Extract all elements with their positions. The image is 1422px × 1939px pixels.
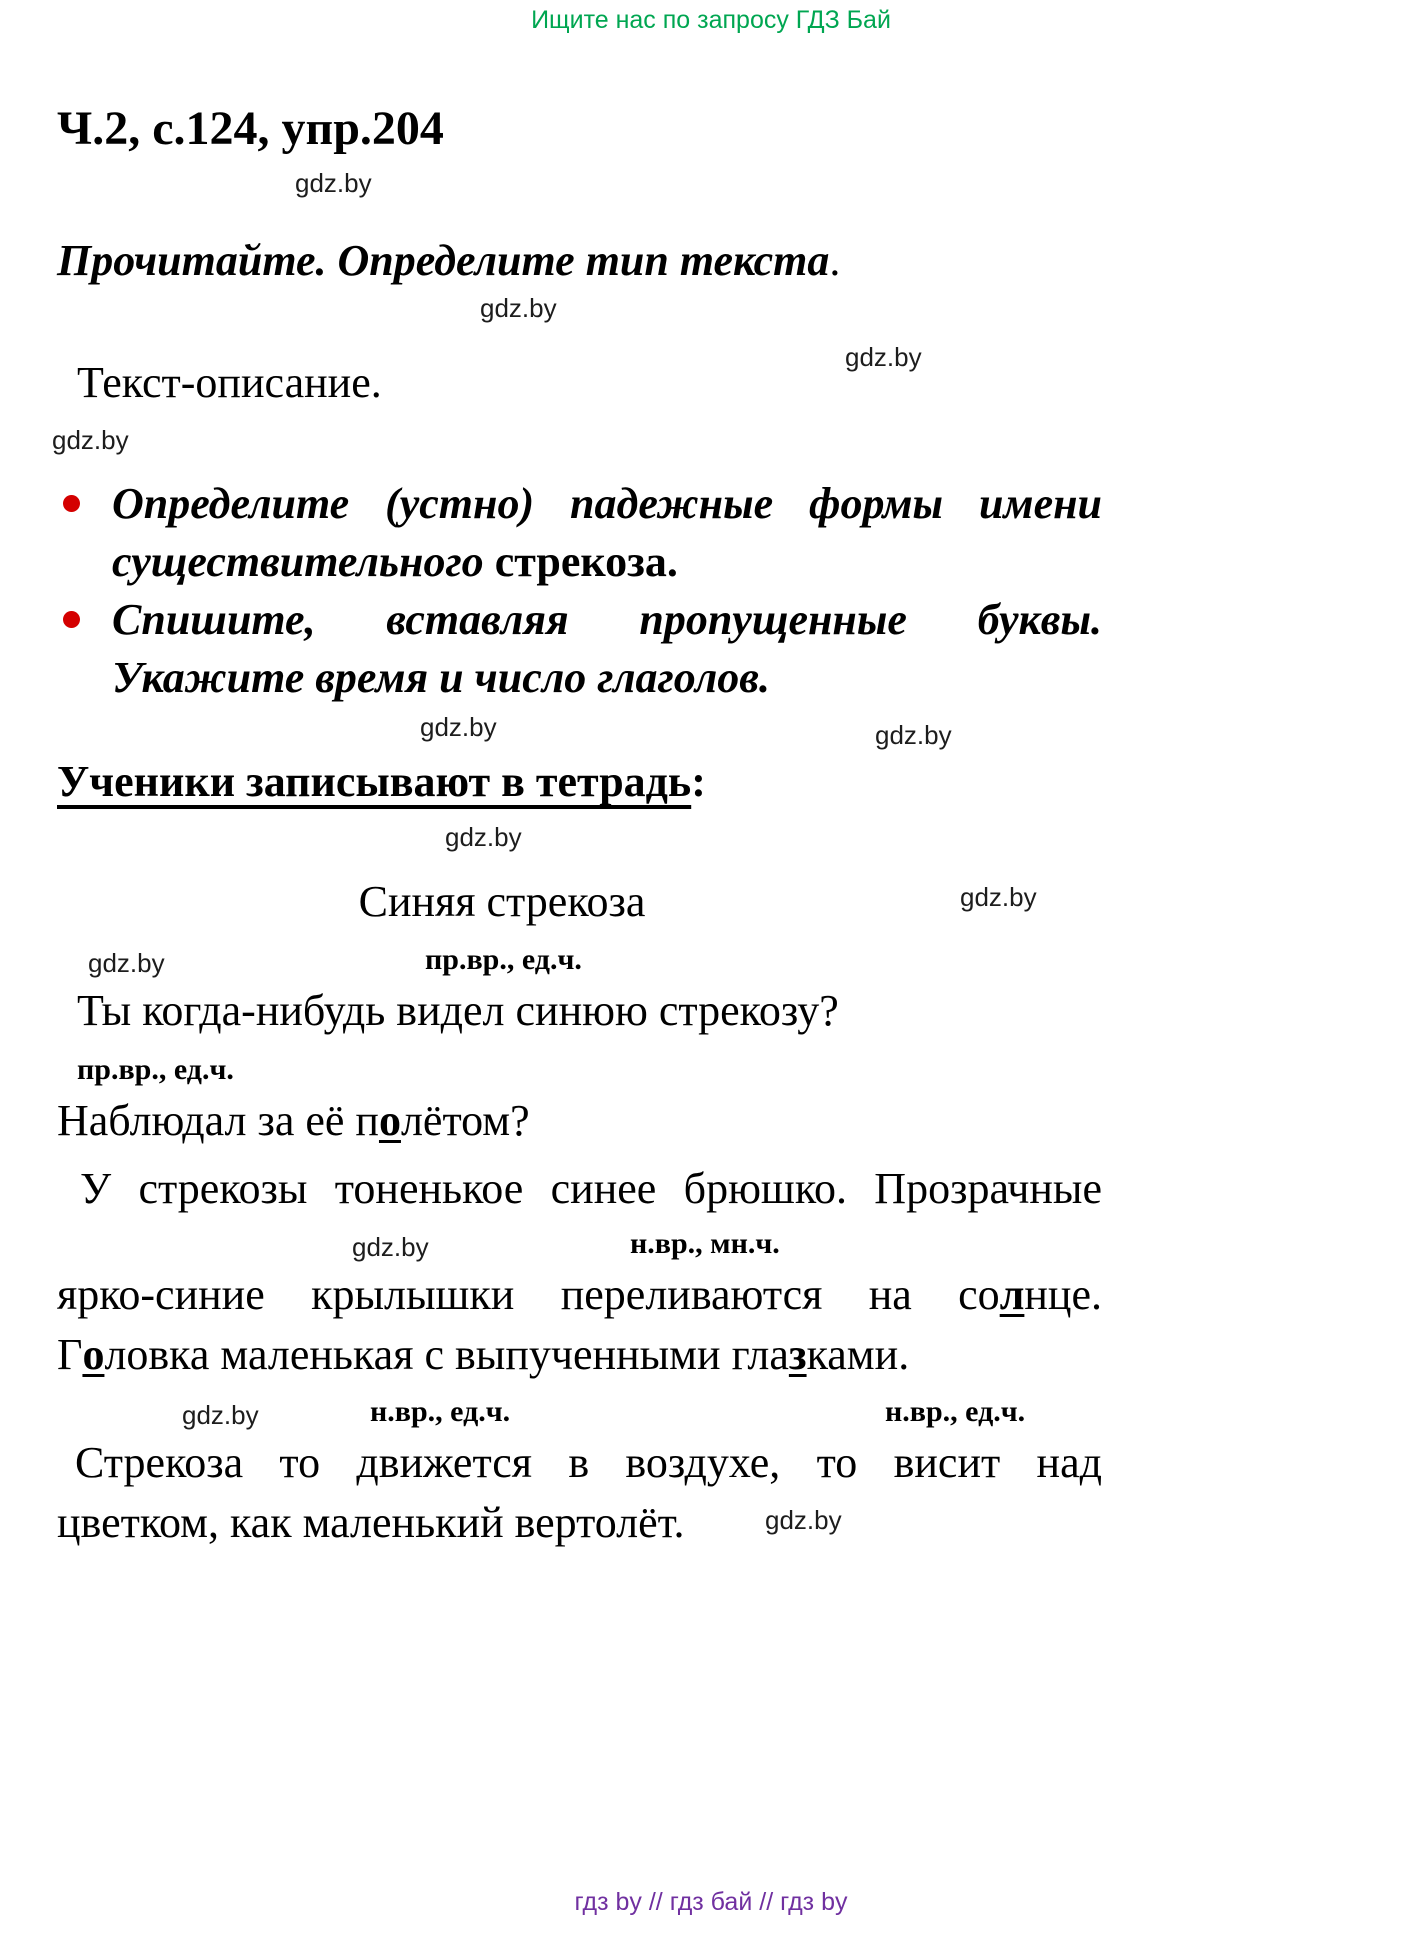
gdz-watermark: gdz.by: [445, 822, 522, 852]
gdz-watermark: gdz.by: [480, 293, 557, 323]
inserted-letter: з: [788, 1330, 807, 1379]
story-title: Синяя стрекоза: [358, 877, 646, 926]
story-sentence-6-line1: Стрекоза то движется в воздухе, то висит над: [75, 1438, 1102, 1487]
bullet-marker-icon: [63, 611, 80, 628]
gdz-watermark: gdz.by: [88, 948, 165, 978]
story-sentence-3: У стрекозы тоненькое синее брюшко. Прозрачные: [80, 1164, 1102, 1213]
exercise-title: Ч.2, с.124, упр.204: [57, 102, 444, 155]
bullet2-line1: Спишите, вставляя пропущенные буквы.: [112, 595, 1102, 644]
inserted-letter: л: [999, 1270, 1025, 1319]
sentence4-post: нце.: [1024, 1270, 1102, 1319]
inserted-letter: о: [82, 1330, 105, 1379]
gdz-watermark: gdz.by: [765, 1505, 842, 1535]
tense-annotation-2: пр.вр., ед.ч.: [77, 1053, 234, 1086]
tense-annotation-3: н.вр., мн.ч.: [630, 1227, 780, 1260]
annotation-row-2: [57, 1051, 1102, 1091]
section-heading-text: Ученики записывают в тетрадь: [57, 757, 692, 806]
sentence5-mid: ловка маленькая с выпученными гла: [104, 1330, 789, 1379]
annotation-row-3: [57, 1225, 1102, 1265]
sentence5-post: ками.: [806, 1330, 910, 1379]
section-heading: [57, 753, 1102, 811]
section-heading-colon: :: [691, 757, 706, 806]
bullet2-line2: Укажите время и число глаголов.: [112, 653, 770, 702]
bullet-marker-icon: [63, 495, 80, 512]
task-bullet-list: [57, 475, 1102, 707]
sentence2-post: лётом?: [400, 1096, 530, 1145]
task-instruction-text: Прочитайте. Определите тип текста: [57, 236, 830, 285]
gdz-watermark: gdz.by: [845, 342, 922, 372]
gdz-watermark: gdz.by: [182, 1400, 259, 1430]
sentence4-pre: ярко-синие крылышки переливаются на со: [57, 1270, 1000, 1319]
tense-annotation-4: н.вр., ед.ч.: [370, 1395, 511, 1428]
story-sentence-4: [57, 1265, 1102, 1325]
bullet1-line1: Определите (устно) падежные формы имени: [112, 479, 1102, 528]
story-sentence-2: [57, 1091, 1102, 1151]
answer-type-line: Текст-описание.: [77, 358, 382, 407]
bullet1-line2: [112, 533, 1102, 591]
bullet1-line2-keyword: стрекоза.: [494, 537, 678, 586]
bullet-item-2: [57, 591, 1102, 707]
tense-annotation-5: н.вр., ед.ч.: [885, 1395, 1026, 1428]
sentence2-pre: Наблюдал за её п: [57, 1096, 379, 1145]
footer-links: гдз by // гдз бай // гдз by: [574, 1888, 848, 1916]
gdz-watermark: gdz.by: [960, 882, 1037, 912]
annotation-row-1: [57, 941, 1102, 981]
story-sentence-6-line2: цветком, как маленький вертолёт.: [57, 1498, 685, 1547]
tense-annotation-1: пр.вр., ед.ч.: [425, 943, 582, 976]
task-instruction: [57, 233, 1102, 289]
inserted-letter: о: [378, 1096, 401, 1145]
bullet1-line2-italic: существительного: [112, 537, 495, 586]
bullet-item-1: [57, 475, 1102, 591]
top-banner: Ищите нас по запросу ГДЗ Бай: [531, 6, 891, 34]
gdz-watermark: gdz.by: [295, 168, 372, 198]
story-sentence-5: [57, 1325, 1102, 1385]
task-instruction-period: .: [829, 236, 841, 285]
story-sentence-1: Ты когда-нибудь видел синюю стрекозу?: [77, 986, 839, 1035]
gdz-watermark: gdz.by: [875, 720, 952, 750]
gdz-watermark: gdz.by: [352, 1232, 429, 1262]
content-column: [57, 101, 1102, 1553]
gdz-watermark: gdz.by: [52, 425, 129, 455]
sentence5-pre: Г: [57, 1330, 83, 1379]
gdz-watermark: gdz.by: [420, 712, 497, 742]
